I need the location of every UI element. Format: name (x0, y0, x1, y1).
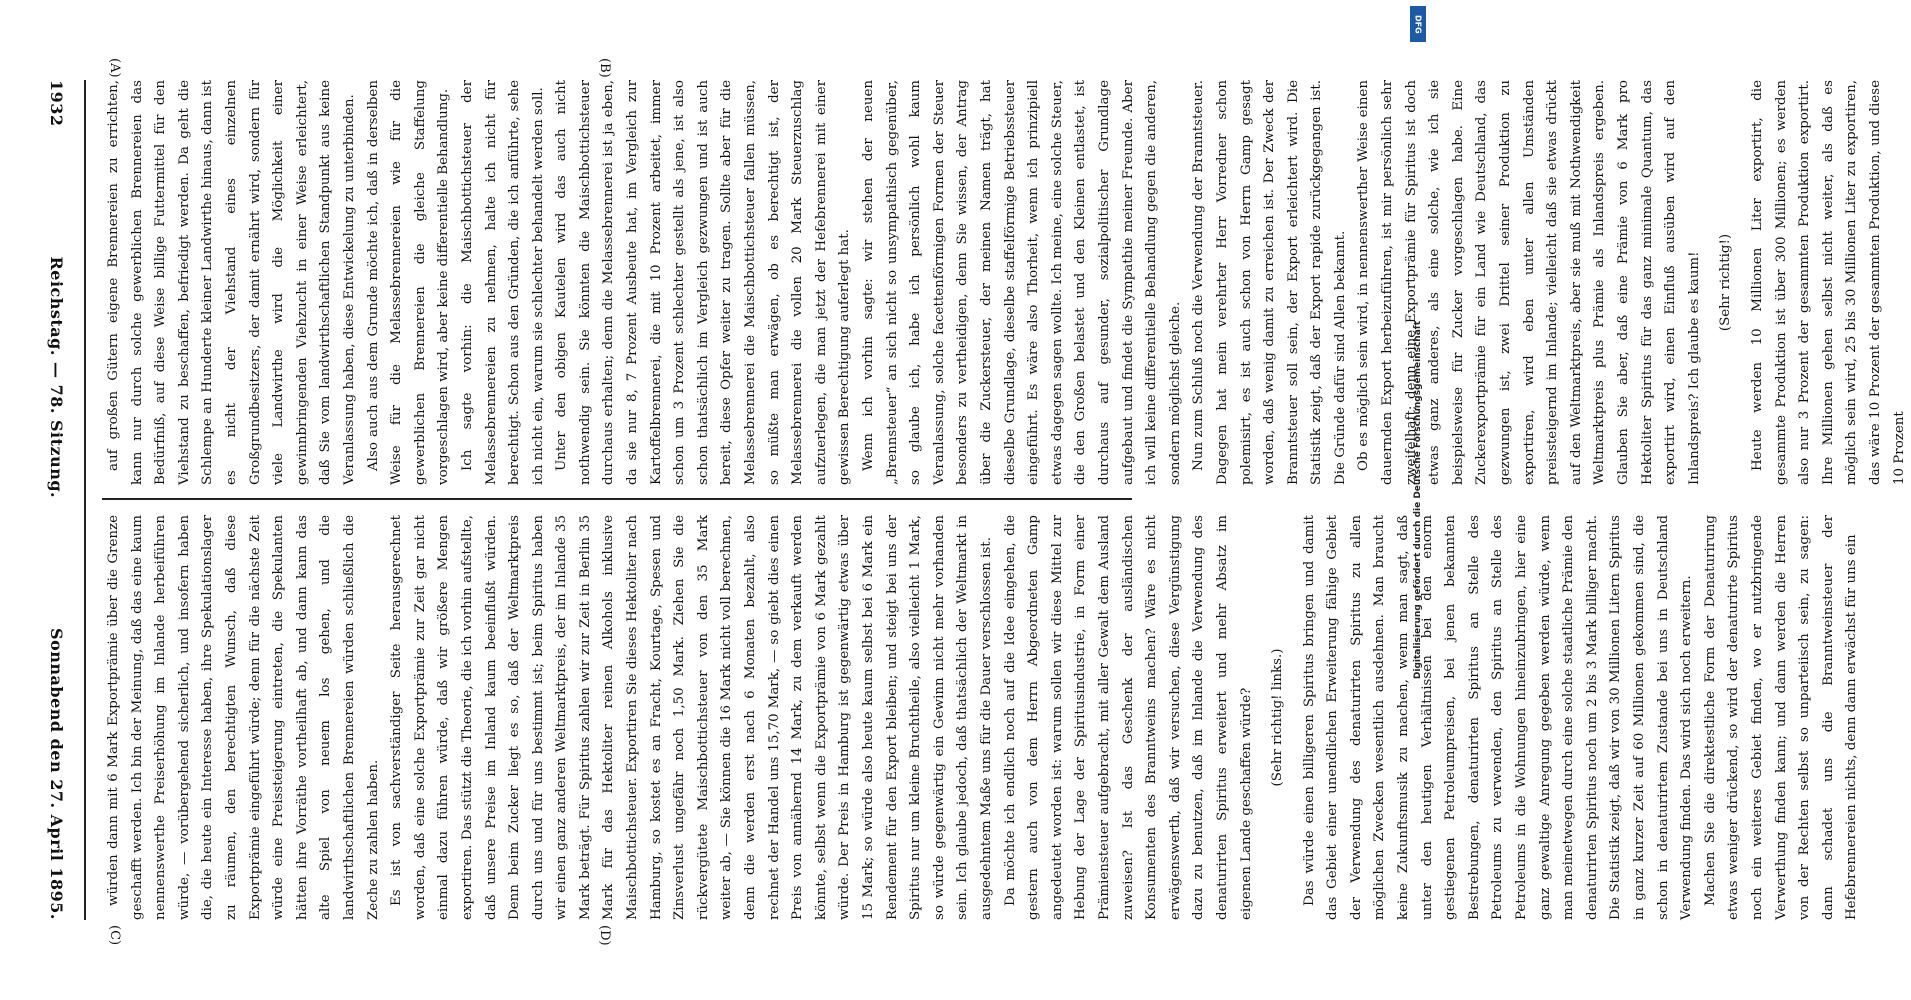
marker-d: (D) (597, 925, 612, 946)
page-number: 1932 (47, 80, 67, 127)
dfg-logo: DFG (1410, 6, 1426, 42)
left-column-paragraph: Ich sagte vorhin: die Maischbottichsteuer der Melassebrennereien zu nehmen, halte ich nicht für berechtigt. Schon aus den Gründen, die ich anführte, sehe ich nicht ein, warum sie schlechter behandelt werden soll. (459, 80, 546, 485)
right-column-paragraph: würden dann mit 6 Mark Exportprämie über die Grenze geschafft werden. Ich bin der Meinung, daß das eine kaum nennenswerthe Preiserhöhung im Inlande herbeiführen würde, — vorübergehend sicherlich, und insofern haben die, die heute ein Interesse haben, ihre Spekulationslager zu räumen, den berechtigten Wunsch, daß diese Exportprämie eingeführt würde; denn für die nächste Zeit würde eine Preissteigerung eintreten, die Spekulanten hätten ihre Vorräthe vortheilhaft ab, und dann kann das alte Spiel von neuem los gehen, und die landwirthschaftlichen Brennereien würden schließlich die Zeche zu zahlen haben. (106, 515, 381, 920)
right-column-paragraph: Da möchte ich endlich noch auf die Idee eingehen, die gestern auch von dem Herrn Abgeordneten Gamp angedeutet worden ist: warum sollen wir diese Mittel zur Hebung der Lage der Spiritusindustrie, in Form einer Prämiensteuer aufgebracht, mit aller Gewalt dem Ausland zuweisen? Ist das Geschenk der ausländischen Konsumenten des Branntweins machen? Wäre es nicht erwägenswerth, daß wir versuchen, diese Vergünstigung dazu zu benutzen, daß im Inlande die Verwendung des denaturirten Spiritus erweitert und mehr Absatz im eigenen Lande geschaffen würde? (1002, 515, 1254, 920)
right-column-paragraph: Machen Sie die direktestliche Form der Denaturirung etwas weniger drückend, so wird der denaturirte Spiritus noch ein weiteres Gebiet finden, wo er nutzbringende Verwerthung finden kann; und dann werden die Herren von der Rechten selbst so unparteiisch sein, zu sagen: dann schadet uns die Branntweinsteuer der Hefebrennereien nichts, denn dann erwächst für uns ein (1702, 515, 1860, 920)
session-title: Reichstag. — 78. Sitzung. (47, 256, 67, 499)
page-header (42, 80, 72, 920)
session-date: Sonnabend den 27. April 1895. (47, 628, 67, 920)
right-column-paragraph: Das würde einen billigeren Spiritus bringen und damit das Gebiet einer unendlichen Erweiterung fähige Gebiet der Verwendung des denaturirten Spiritus zu allen möglichen Zwecken wesentlich ausdehnen. Man braucht keine Zukunftsmusik zu machen, wenn man sagt, daß unter den heutigen Verhältnissen bei den enorm gestiegenen Petroleumpreisen, bei jenen bekannten Bestrebungen, denaturirten Spiritus an Stelle des Petroleums zu verwenden, den Spiritus an Stelle des Petroleums in die Wohnungen hineinzubringen, hier eine ganz gewaltige Anregung gegeben werden würde, wenn man meinetwegen durch eine solche staatliche Prämie den denaturirten Spiritus noch um 2 bis 3 Mark billiger macht. Die Statistik zeigt, daß wir von 30 Millionen Litern Spiritus in ganz kurzer Zeit auf 60 Millionen gekommen sind, die schon in denaturirtem Zustande bei uns in Deutschland Verwendung finden. Das wird sich noch erweitern. (1301, 515, 1695, 920)
left-column-paragraph: Unter den obigen Kautelen wird das auch nicht nothwendig sein. Sie könnten die Maischbottichsteuer durchaus erhalten; denn die Melassebrennerei ist ja eben, da sie nur 8, 7 Prozent Ausbeute hat, im Vergleich zur Kartoffelbrennerei, die mit 10 Prozent arbeitet, immer schon um 3 Prozent schlechter gestellt als jene, ist also schon thatsächlich im Vergleich gezwungen und ist auch bereit, diese Opfer weiter zu tragen. Sollte aber für die Melassebrennerei die Maischbottichsteuer fallen müssen, so müßte man erwägen, ob es berechtigt ist, der Melassebrennerei die vollen 20 Mark Steuerzuschlag aufzuerlegen, die man jetzt der Hefebrennerei mit einer gewissen Berechtigung auferlegt hat. (554, 80, 853, 485)
digitization-credit (1408, 0, 1428, 1000)
left-column-paragraph: Also auch aus dem Grunde möchte ich, daß in derselben Weise für die Melassebrennereien wie für die gewerblichen Brennereien die gleiche Staffelung vorgeschlagen wird, aber keine differentielle Behandlung. (365, 80, 452, 485)
right-column-paragraph: Es ist von sachverständiger Seite herausgerechnet worden, daß eine solche Exportprämie zur Zeit gar nicht einmal dazu führen würde, daß wir größere Mengen exportiren. Das stützt die Theorie, die ich vorhin aufstellte, daß unsere Preise im Inland kaum beeinflußt würden. Denn beim Zucker liegt es so, daß der Weltmarktpreis durch uns und für uns bestimmt ist; beim Spiritus haben wir einen ganz anderen Weltmarktpreis, der im Inlande 35 Mark beträgt. Für Spiritus zahlen wir zur Zeit in Berlin 35 Mark für das Hektoliter reinen Alkohols inklusive Maischbottichsteuer. Exportiren Sie dieses Hektoliter nach Hamburg, so kostet es an Fracht, Kourtage, Spesen und Zinsverlust ungefähr noch 1,50 Mark. Ziehen Sie die rückvergütete Maischbottichsteuer von den 35 Mark weiter ab, — Sie können die 16 Mark nicht voll berechnen, denn die werden erst nach 6 Monaten bezahlt, also rechnet der Handel uns 15,70 Mark, — so giebt dies einen Preis von annähernd 14 Mark, zu dem verkauft werden könnte, selbst wenn die Exportprämie von 6 Mark gezahlt würde. Der Preis in Hamburg ist gegenwärtig etwas über 15 Mark; so würde also heute kaum selbst bei 6 Mark ein Rendement für den Export bleiben; und steigt bei uns der Spiritus nur um kleine Bruchtheile, also vielleicht 1 Mark, so würde gegenwärtig ein Gewinn nicht mehr vorhanden sein. Ich glaube jedoch, daß thatsächlich der Weltmarkt in ausgedehntem Maße uns für die Dauer verschlossen ist. (389, 515, 994, 920)
left-column-paragraph: Ob es möglich sein wird, in nennenswerther Weise einen dauernden Export herbeizuführen, ist mir persönlich sehr zweifelhaft; denn eine Exportprämie für Spiritus ist doch etwas ganz anderes, als eine solche, wie ich sie beispielsweise für Zucker vorgeschlagen habe. Eine Zuckerexportprämie für ein Land wie Deutschland, das gezwungen ist, zwei Drittel seiner Produktion zu exportiren, wird eben unter allen Umständen preissteigernd im Inlande; vielleicht daß sie etwas drückt auf den Weltmarktpreis, aber sie muß mit Nothwendigkeit Weltmarktpreis plus Prämie als Inlandspreis ergeben. Glauben Sie aber, daß eine Prämie von 6 Mark pro Hektoliter Spiritus für das ganz minimale Quantum, das exportirt wird, einen Einfluß ausüben wird auf den Inlandspreis? Ich glaube es kaum! (1356, 80, 1702, 485)
marker-c: (C) (107, 925, 122, 946)
marker-b: (B) (597, 58, 612, 78)
marker-a: (A) (107, 58, 122, 78)
left-column-paragraph: Wenn ich vorhin sagte: wir stehen der neuen „Brennsteuer“ an sich nicht so unsympathisch gegenüber, so glaube ich, habe ich persönlich wohl kaum Veranlassung, solche facettenförmigen Formen der Steuer besonders zu vertheidigen, denn Sie wissen, der Antrag über die Zuckersteuer, der meinen Namen trägt, hat dieselbe Grundlage, dieselbe staffelförmige Betriebssteuer eingeführt. Es wäre also Thorheit, wenn ich prinzipiell etwas dagegen sagen wollte. Ich meine, eine solche Steuer, die den Großen belastet und den Kleinen entlastet, ist durchaus auf gesunder, sozialpolitischer Grundlage aufgebaut und findet die Sympathie meiner Freunde. Aber ich will keine differentielle Behandlung gegen die anderen, sondern möglichst gleiche. (861, 80, 1183, 485)
left-column-paragraph: auf großen Gütern eigene Brennereien zu errichten, kann nur durch solche gewerblichen Brennereien das Bedürfniß, auf diese Weise billige Futtermittel für den Viehstand zu beschaffen, befriedigt werden. Da geht die Schlempe an Hunderte kleiner Landwirthe hinaus, dann ist es nicht der Viehstand eines einzelnen Großgrundbesitzers, der damit ernährt wird, sondern für viele Landwirthe wird die Möglichkeit einer gewinnbringenden Viehzucht in einer Weise erleichtert, daß Sie vom landwirthschaftlichen Standpunkt aus keine Veranlassung haben, diese Entwickelung zu unterbinden. (106, 80, 357, 485)
left-column-paragraph: Nun zum Schluß noch die Verwendung der Branntsteuer. Dagegen hat mein verehrter Herr Vorredner schon polemisirt, es ist auch schon von Herrn Gamp gesagt worden, daß wenig damit zu erreichen ist. Der Zweck der Branntsteuer soll sein, der Export erleichtert wird. Die Statistik zeigt, daß der Export rapide zurückgegangen ist. Die Gründe dafür sind Allen bekannt. (1191, 80, 1348, 485)
credit-text: Digitalisierung gefördert durch die Deutsche Forschungsgemeinschaft (1413, 320, 1423, 680)
column-divider (102, 498, 1132, 500)
header-rule (84, 80, 86, 920)
right-column (102, 515, 1860, 920)
right-column-paragraph: (Sehr richtig! links.) (1270, 648, 1286, 787)
left-column (102, 80, 1907, 485)
left-column-paragraph: Heute werden 10 Millionen Liter exportirt, die gesammte Produktion ist über 300 Millionen; es werden also nur 3 Prozent der gesammten Produktion exportirt. Ihre Millionen gehen selbst nicht weiter, als daß es möglich sein wird, 25 bis 30 Millionen Liter zu exportiren, das wäre 10 Prozent der gesammten Produktion, und diese 10 Prozent (1749, 80, 1907, 485)
left-column-paragraph: (Sehr richtig!) (1718, 233, 1734, 332)
